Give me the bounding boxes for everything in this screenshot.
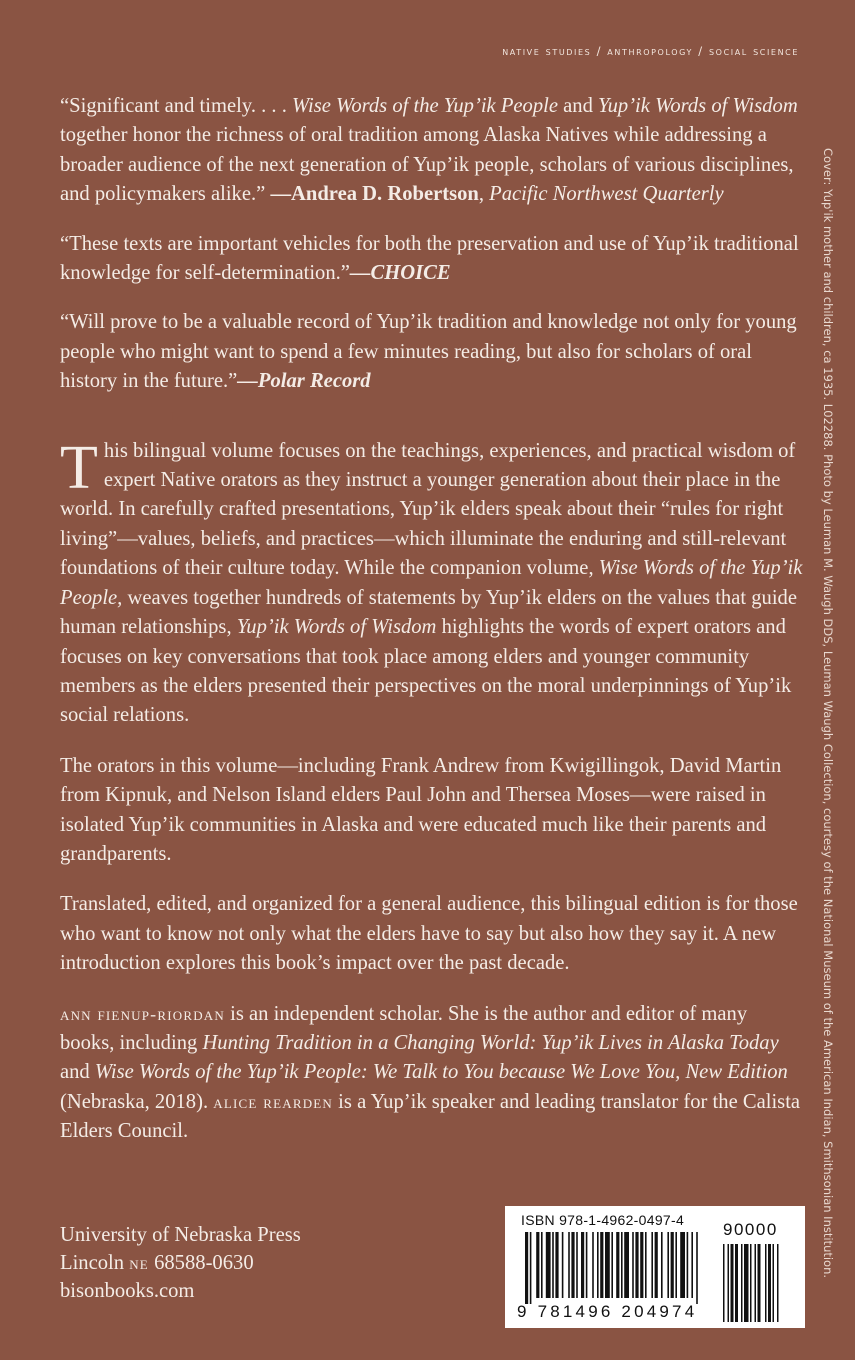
quote-source: —CHOICE [349,262,451,285]
isbn-number: ISBN 978-1-4962-0497-4 [521,1212,685,1228]
category-label: native studies / anthropology / social science [502,44,799,58]
description-paragraph: Translated, edited, and organized for a general audience, this bilingual edition is for those who want to know not only what the elders have to say but also how they say it. A new introduction explores this book’s impact over the past decade. [60,893,798,975]
description-paragraph: The orators in this volume—including Frank Andrew from Kwigillingok, David Martin from Kipnuk, and Nelson Island elders Paul John and Thersea Moses—were raised in isolated Yup’ik communities in Alaska and were educated much like their parents and grandparents. [60,754,782,865]
isbn-barcode [505,1206,805,1328]
barcode-digits: 9 781496 204974 [517,1302,698,1321]
author-bio: ann fienup-riordan is an independent scholar. She is the author and editor of many books, including Hunting Tradition in a Changing World: Yup’ik Lives in Alaska Today and Wise Words of the Yup’ik People: We Talk to You because We Love You, New Edition (Nebraska, 2018). alice rearden is a Yup’ik speaker and leading translator for the Calista Elders Council. [60,1002,801,1143]
publisher-address: Lincoln ne 68588-0630 [60,1252,254,1274]
quote-source: Pacific Northwest Quarterly [489,183,724,206]
price-code: 90000 [723,1220,778,1239]
back-cover-text [60,92,805,1168]
review-quote: “These texts are important vehicles for both the preservation and use of Yup’ik traditional knowledge for self-determination.”—CHOICE [60,232,799,285]
review-quote: “Will prove to be a valuable record of Yup’ik tradition and knowledge not only for young people who might want to spend a few minutes reading, but also for scholars of oral history in the future.”—Polar Record [60,311,797,393]
quote-attribution: —Andrea D. Robertson [270,183,479,206]
cover-photo-credit: Cover: Yup'ik mother and children, ca 1935. L02288. Photo by Leuman M. Waugh DDS, Leuman Waugh Collection, courtesy of the National Museum of the American Indian, Smithsonian Institution. [821,148,835,1279]
author-name: ann fienup-riordan [60,1003,225,1024]
description-paragraph: This bilingual volume focuses on the teachings, experiences, and practical wisdom of expert Native orators as they instruct a younger generation about their place in the world. In carefully crafted presentations, Yup’ik elders speak about their “rules for right living”—values, beliefs, and practices—which illuminate the enduring and still-relevant foundations of their culture today. While the companion volume, Wise Words of the Yup’ik People, weaves together hundreds of statements by Yup’ik elders on the values that guide human relationships, Yup’ik Words of Wisdom highlights the words of expert orators and focuses on key conversations that took place among elders and younger community members as the elders presented their perspectives on the moral underpinnings of Yup’ik social relations. [60,433,803,727]
review-quote: “Significant and timely. . . . Wise Words of the Yup’ik People and Yup’ik Words of Wisdom together honor the richness of oral tradition among Alaska Natives while addressing a broader audience of the next generation of Yup’ik people, scholars of various disciplines, and policymakers alike.” —Andrea D. Robertson, Pacific Northwest Quarterly [60,95,798,206]
publisher-info [60,1221,301,1305]
publisher-website: bisonbooks.com [60,1280,195,1302]
publisher-name: University of Nebraska Press [60,1224,301,1246]
drop-cap: T [60,433,98,502]
quote-source: —Polar Record [237,370,371,393]
translator-name: alice rearden [213,1091,334,1112]
